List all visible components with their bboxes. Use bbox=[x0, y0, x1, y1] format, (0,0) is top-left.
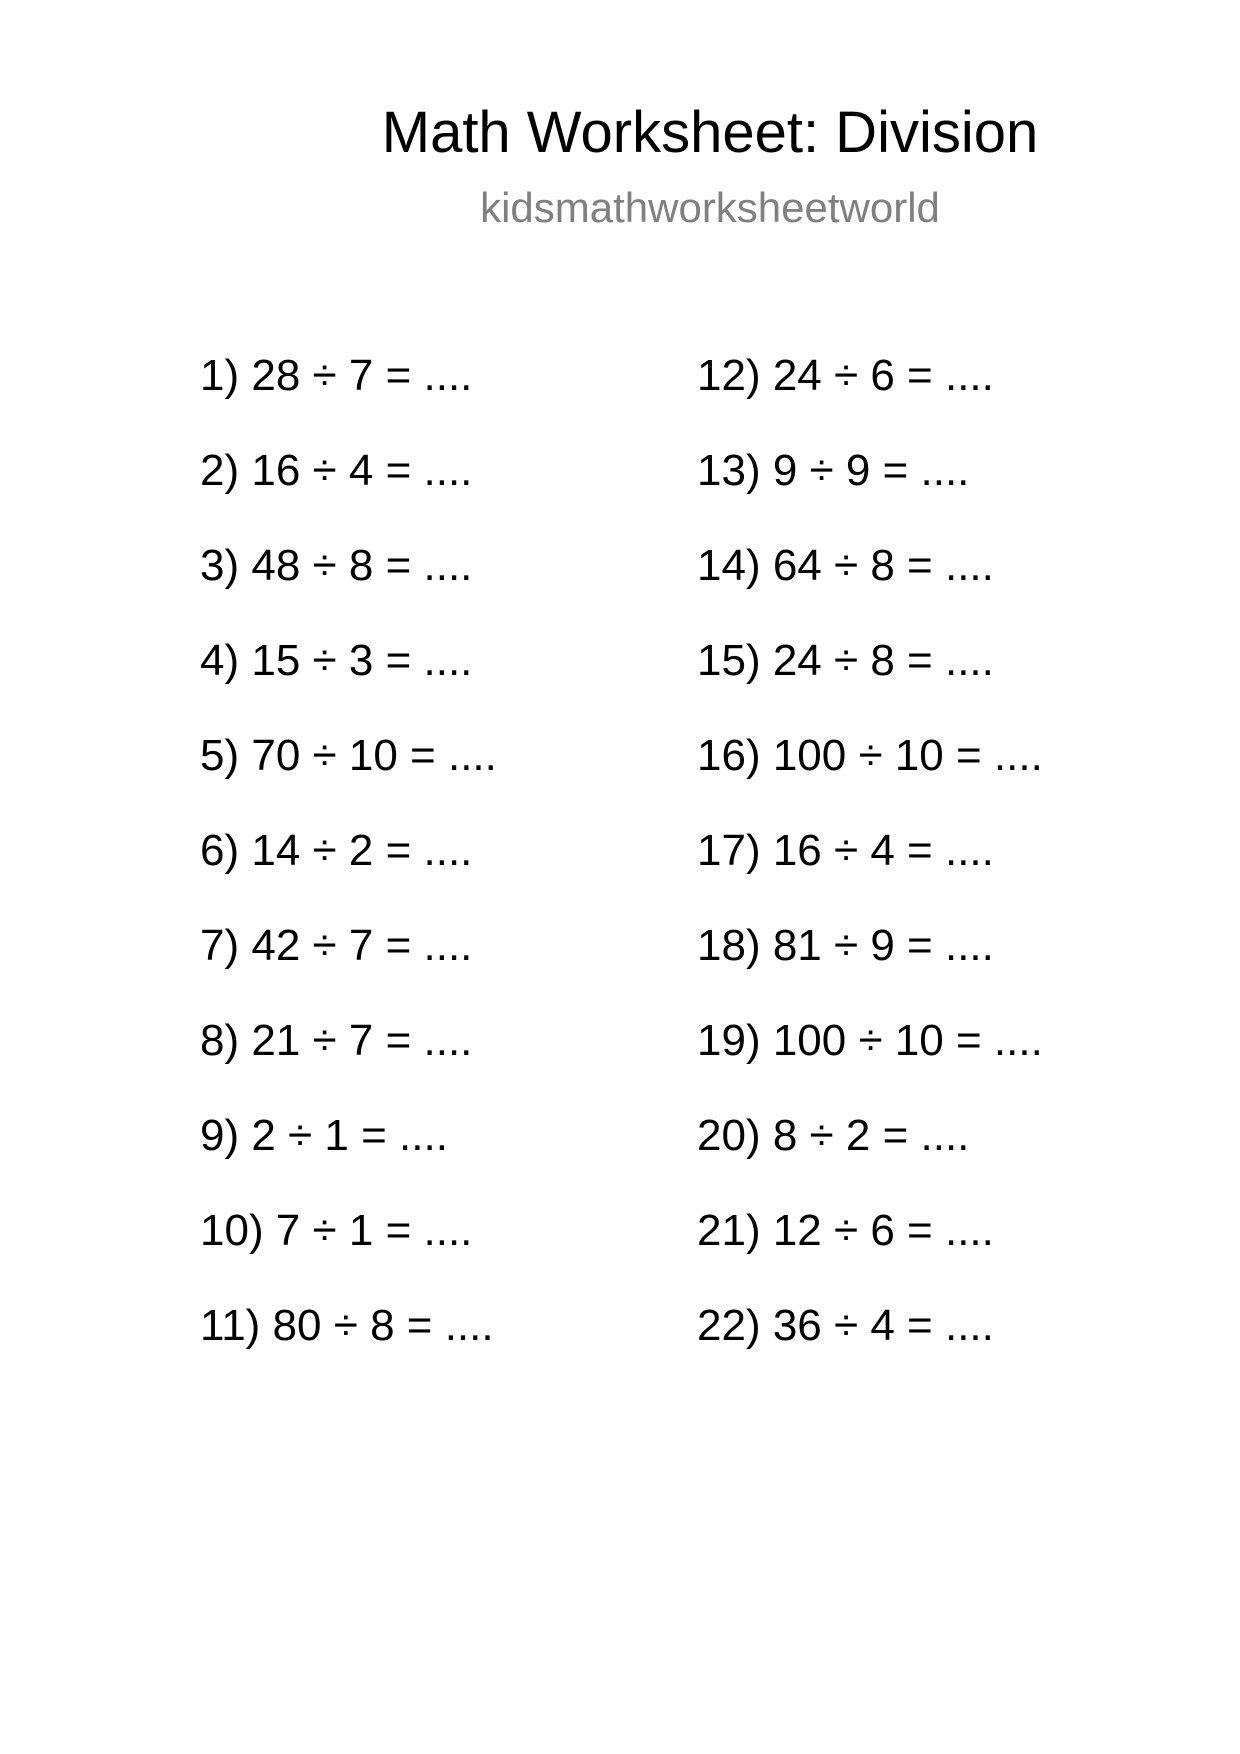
worksheet-subtitle: kidsmathworksheetworld bbox=[480, 184, 940, 231]
problem-19: 19) 100 ÷ 10 = .... bbox=[697, 1016, 1043, 1065]
problem-21: 21) 12 ÷ 6 = .... bbox=[697, 1206, 994, 1255]
problem-4: 4) 15 ÷ 3 = .... bbox=[200, 636, 473, 685]
problem-12: 12) 24 ÷ 6 = .... bbox=[697, 351, 994, 400]
problem-10: 10) 7 ÷ 1 = .... bbox=[200, 1206, 473, 1255]
problem-16: 16) 100 ÷ 10 = .... bbox=[697, 731, 1043, 780]
problem-9: 9) 2 ÷ 1 = .... bbox=[200, 1111, 448, 1160]
problem-5: 5) 70 ÷ 10 = .... bbox=[200, 731, 497, 780]
problem-7: 7) 42 ÷ 7 = .... bbox=[200, 921, 473, 970]
problem-6: 6) 14 ÷ 2 = .... bbox=[200, 826, 473, 875]
problems-left-column bbox=[200, 350, 497, 1395]
worksheet-title: Math Worksheet: Division bbox=[381, 100, 1039, 165]
problem-8: 8) 21 ÷ 7 = .... bbox=[200, 1016, 473, 1065]
problem-2: 2) 16 ÷ 4 = .... bbox=[200, 446, 473, 495]
problem-17: 17) 16 ÷ 4 = .... bbox=[697, 826, 994, 875]
problem-1: 1) 28 ÷ 7 = .... bbox=[200, 351, 473, 400]
problem-11: 11) 80 ÷ 8 = .... bbox=[200, 1301, 494, 1350]
problem-13: 13) 9 ÷ 9 = .... bbox=[697, 446, 970, 495]
problems-right-column bbox=[697, 350, 1043, 1395]
problem-3: 3) 48 ÷ 8 = .... bbox=[200, 541, 473, 590]
problem-20: 20) 8 ÷ 2 = .... bbox=[697, 1111, 970, 1160]
problem-18: 18) 81 ÷ 9 = .... bbox=[697, 921, 994, 970]
problem-22: 22) 36 ÷ 4 = .... bbox=[697, 1301, 994, 1350]
problem-14: 14) 64 ÷ 8 = .... bbox=[697, 541, 994, 590]
problem-15: 15) 24 ÷ 8 = .... bbox=[697, 636, 994, 685]
